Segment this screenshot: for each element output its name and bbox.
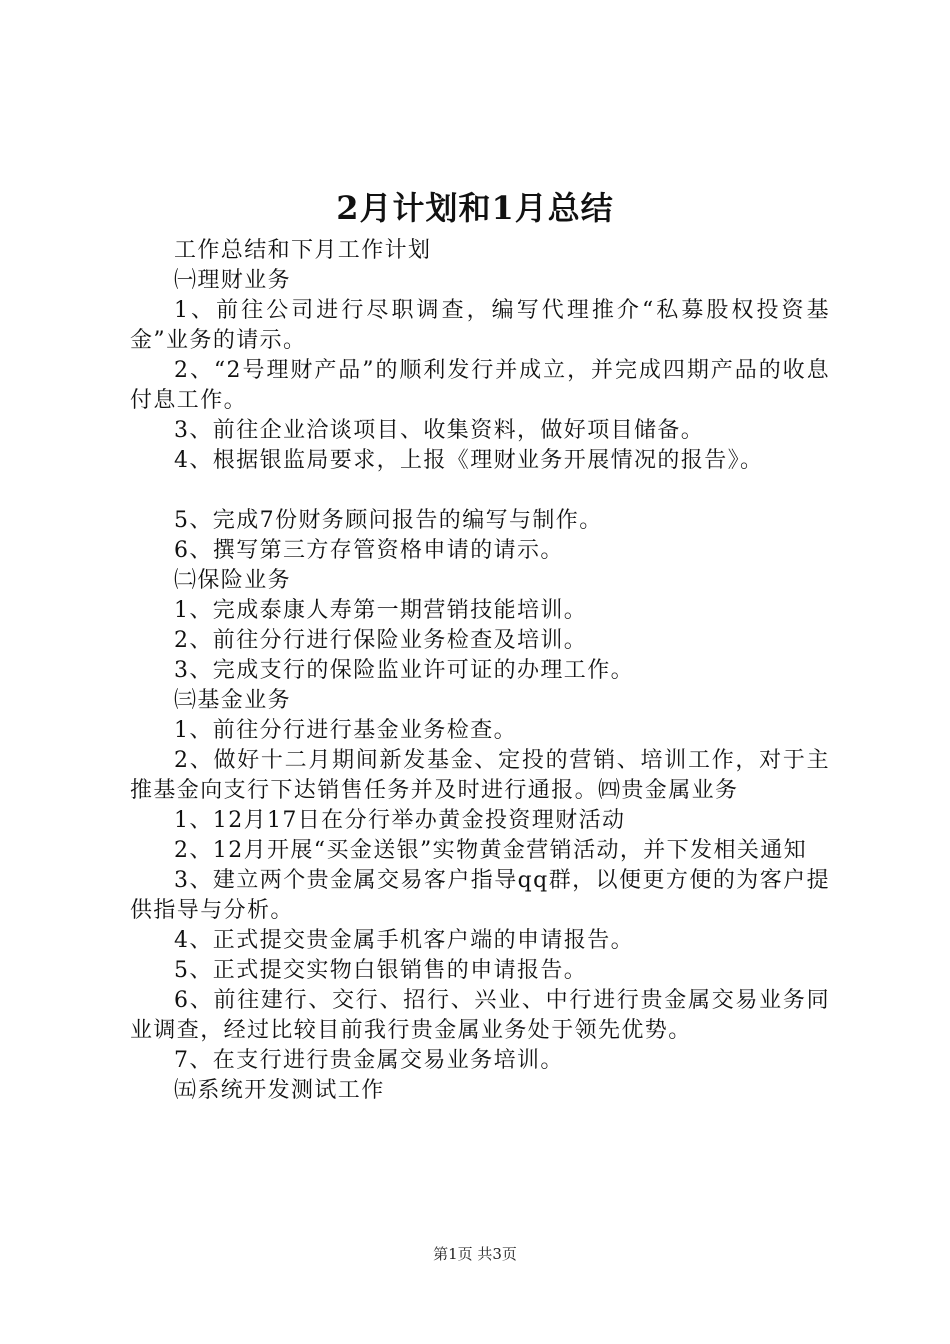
section-heading: ㈠理财业务 [174, 268, 292, 293]
paragraph: 2、12月开展“买金送银”实物黄金营销活动，并下发相关通知 [174, 838, 808, 863]
paragraph: 6、撰写第三方存管资格申请的请示。 [174, 538, 564, 563]
paragraph: 4、正式提交贵金属手机客户端的申请报告。 [174, 928, 634, 953]
page-footer: 第1页 共3页 [433, 1245, 517, 1263]
paragraph: 1、完成泰康人寿第一期营销技能培训。 [174, 598, 588, 623]
paragraph: 5、完成7份财务顾问报告的编写与制作。 [174, 508, 603, 533]
paragraph: 3、建立两个贵金属交易客户指导qq群，以便更方便的为客户提供指导与分析。 [130, 868, 830, 923]
paragraph: 3、前往企业洽谈项目、收集资料，做好项目储备。 [174, 418, 705, 443]
section-heading: ㈢基金业务 [174, 688, 292, 713]
paragraph: 5、正式提交实物白银销售的申请报告。 [174, 958, 588, 983]
document-body [130, 236, 830, 1106]
section-heading: ㈡保险业务 [174, 568, 292, 593]
section-heading: ㈤系统开发测试工作 [174, 1078, 385, 1103]
paragraph: 工作总结和下月工作计划 [174, 238, 432, 263]
paragraph: 2、“2号理财产品”的顺利发行并成立，并完成四期产品的收息付息工作。 [130, 358, 830, 413]
document-title: 2月计划和1月总结 [336, 189, 614, 227]
paragraph: 6、前往建行、交行、招行、兴业、中行进行贵金属交易业务同业调查，经过比较目前我行贵金属业务处于领先优势。 [130, 988, 830, 1043]
paragraph: 1、前往公司进行尽职调查，编写代理推介“私募股权投资基金”业务的请示。 [130, 298, 830, 353]
paragraph: 4、根据银监局要求，上报《理财业务开展情况的报告》。 [174, 448, 764, 473]
paragraph: 2、做好十二月期间新发基金、定投的营销、培训工作，对于主推基金向支行下达销售任务并及时进行通报。㈣贵金属业务 [130, 748, 830, 803]
paragraph: 3、完成支行的保险监业许可证的办理工作。 [174, 658, 634, 683]
paragraph: 7、在支行进行贵金属交易业务培训。 [174, 1048, 564, 1073]
blank-line [130, 476, 830, 506]
paragraph: 1、12月17日在分行举办黄金投资理财活动 [174, 808, 626, 833]
paragraph: 1、前往分行进行基金业务检查。 [174, 718, 517, 743]
paragraph: 2、前往分行进行保险业务检查及培训。 [174, 628, 588, 653]
